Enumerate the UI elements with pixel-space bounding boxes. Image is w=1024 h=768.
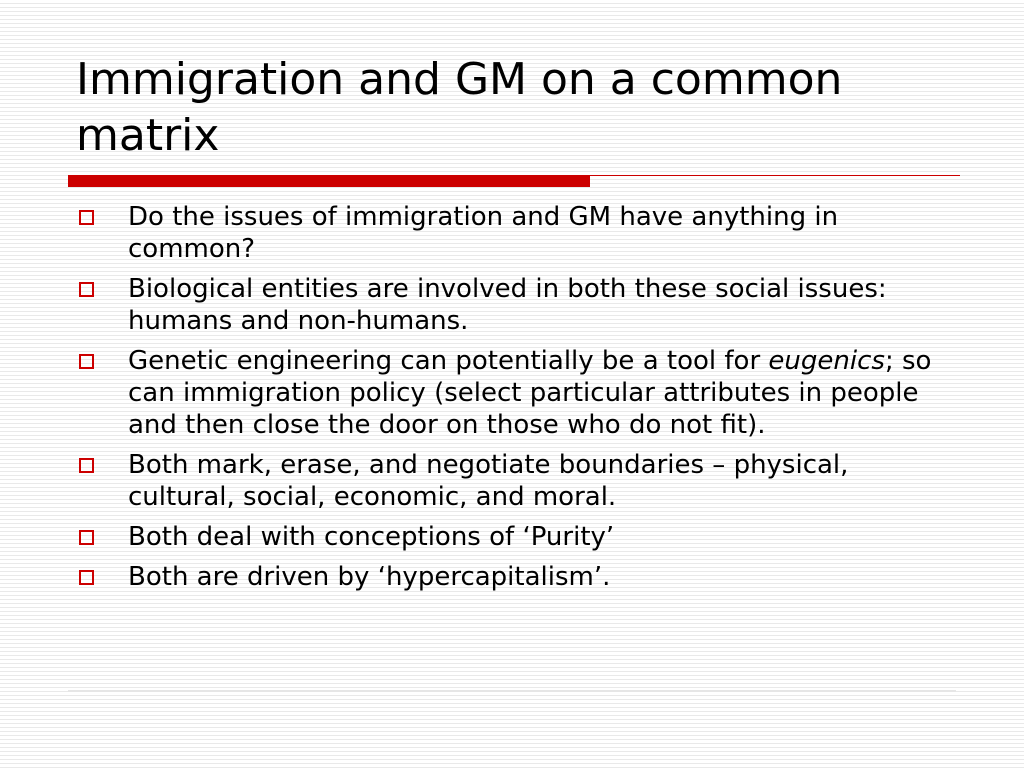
slide-title: Immigration and GM on a common matrix (76, 54, 843, 161)
bullet-text: Both mark, erase, and negotiate boundaries – physical, cultural, social, economic, and moral. (128, 450, 849, 512)
hollow-square-bullet-icon (79, 282, 94, 297)
bullet-text: Biological entities are involved in both these social issues: humans and non-humans. (128, 274, 887, 336)
bullet-item (76, 273, 956, 337)
hollow-square-bullet-icon (79, 570, 94, 585)
bullet-text: Both deal with conceptions of ‘Purity’ (128, 522, 615, 552)
bullet-text: Both are driven by ‘hypercapitalism’. (128, 562, 611, 592)
bullet-item (76, 345, 956, 441)
bullet-item (76, 201, 956, 265)
bullet-item (76, 449, 956, 513)
bullet-text-emphasis: eugenics (768, 346, 885, 376)
footer-divider (68, 690, 956, 692)
bullet-item (76, 521, 956, 553)
title-underline-thin (590, 175, 960, 176)
bullet-item (76, 561, 956, 593)
hollow-square-bullet-icon (79, 354, 94, 369)
bullet-text-post: ; so can immigration policy (select particular attributes in people and then close the door on those who do not fit). (128, 346, 932, 440)
hollow-square-bullet-icon (79, 530, 94, 545)
hollow-square-bullet-icon (79, 458, 94, 473)
title-underline-thick (68, 175, 590, 187)
hollow-square-bullet-icon (79, 210, 94, 225)
bullet-text: Do the issues of immigration and GM have anything in common? (128, 202, 839, 264)
bullet-text-pre: Genetic engineering can potentially be a tool for (128, 346, 769, 376)
bullet-list (76, 201, 956, 601)
